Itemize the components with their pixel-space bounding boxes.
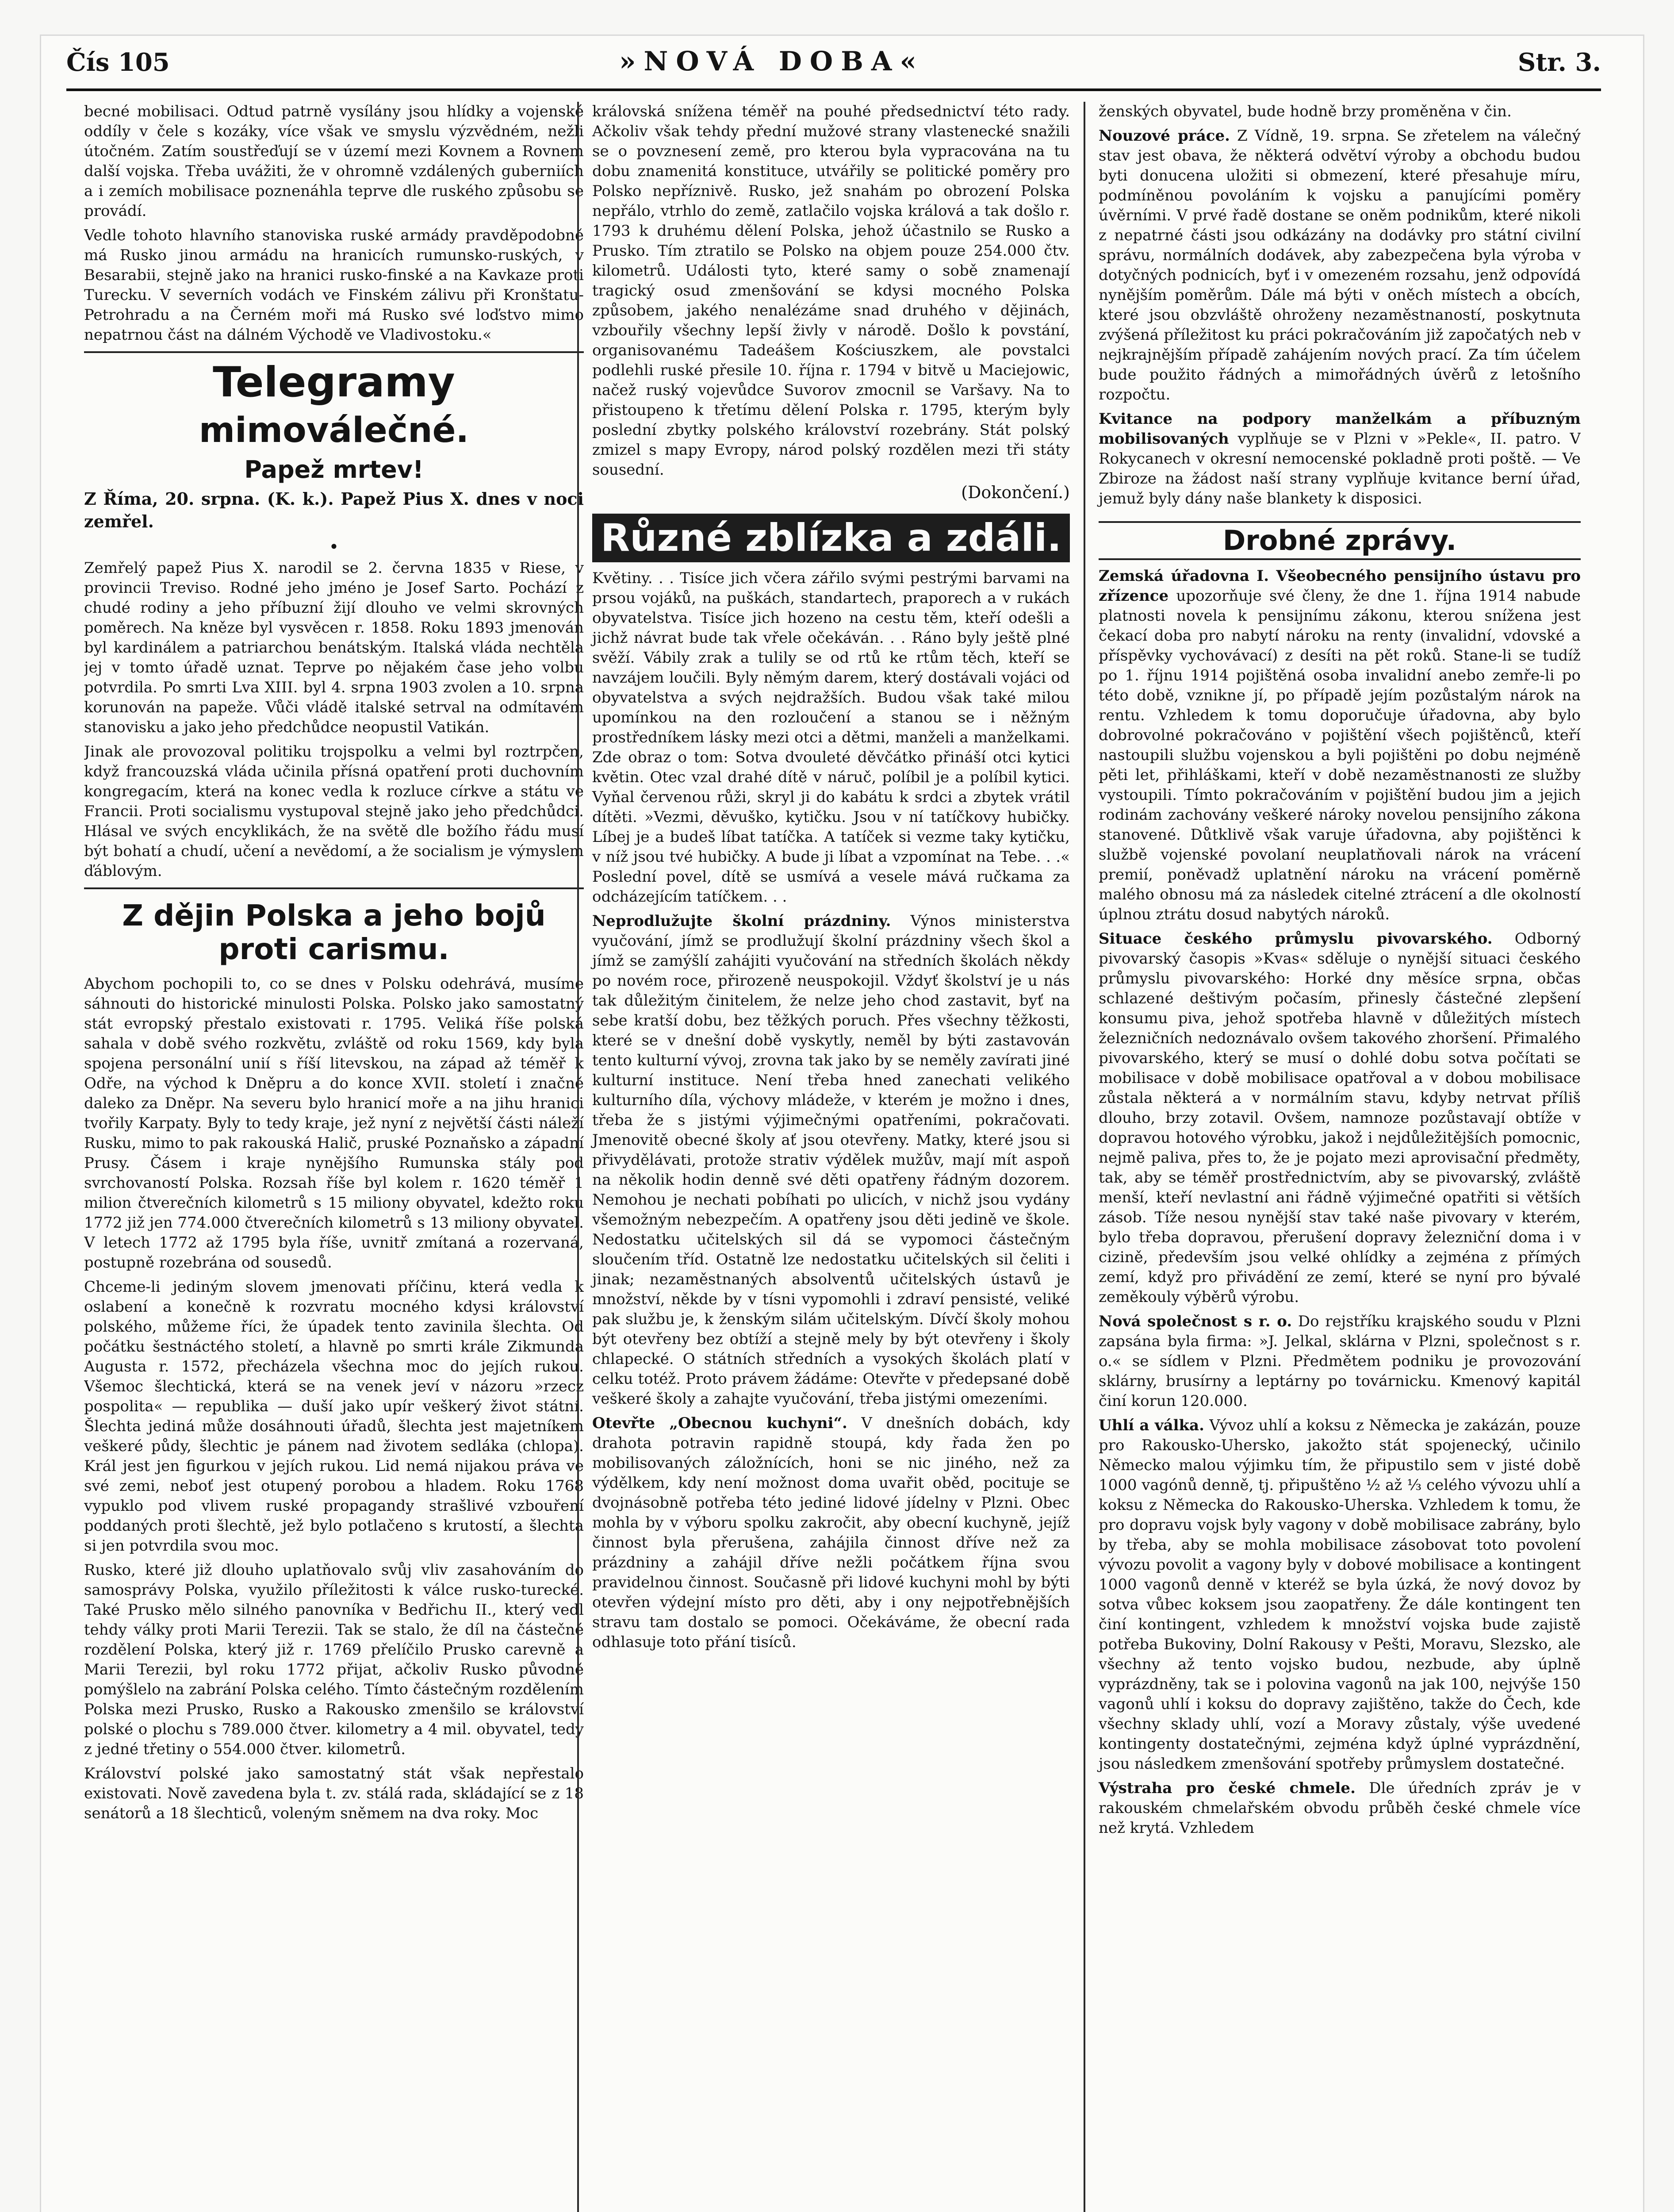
- prazdniny-article: [592, 911, 1070, 1409]
- section-title-ruzne: Různé zblízka a zdáli.: [592, 514, 1070, 562]
- telegram-text: Z Říma, 20. srpna. (K. k.). Papež Pius X. dnes v noci zemřel.: [84, 489, 584, 531]
- page-header: [66, 40, 1601, 91]
- column-1: [84, 102, 584, 2212]
- nova-text: Do rejstříku krajského soudu v Plzni zapsána byla firma: »J. Jelkal, sklárna v Plzni, společnost s r. o.« se sídlem v Plzni. Předmětem podniku je provozování sklárny, brusírny a leptárny po továrnicku. Kmenový kapitál činí korun 120.000.: [1099, 1313, 1581, 1410]
- continuation-note: (Dokončení.): [961, 483, 1070, 502]
- nouzove-article: [1099, 126, 1581, 405]
- headline-papez: Papež mrtev!: [244, 456, 424, 484]
- article-continued: becné mobilisaci. Odtud patrně vysílány jsou hlídky a vojenské oddíly v čele s kozáky, více však ve smyslu výzvědném, nežli útočném. Zatím soustřeďují se v území mezi Kovnem a Rovnem další vojska. Třeba uvážiti, že v ohromně vzdálených guberniích a i zemích mobilisace poznenáhla teprve dle ruského způsobu se provádí.: [84, 103, 584, 220]
- separator-dot: •: [329, 537, 339, 557]
- kvitance-title: Kvitance na podpory manželkám a příbuzným mobilisovaných: [1099, 410, 1581, 448]
- situace-text: Odborný pivovarský časopis »Kvas« sděluje o nynější situaci českého průmyslu pivovarského: Horké dny měsíce srpna, občas schlazené deštivým počasím, přinesly částečné zlepšení konsumu piva, jehož spotřeba hlavně v důležitých místech železničních nedoznávalo ovšem takového zhoršení. Přimalého pivovarského, který se musí o dohlé dobu sotva počítati se mobilisace v době mobilisace opatřoval a v dobou mobilisace zůstala některá a v normálním stavu, kdyby netrvat příliš dlouho, brzy zotavil. Ovšem, namnoze pozůstavají obtíže v dopravou hotového výrobku, jakož i nejdůležitějších pomocnic, nejmě paliva, přes to, že je pojato mezi aprovisační předměty, tak, aby se téměř prostřednictvím, aby se pivovarský, zvláště menší, kteří nevlastní ani řádně výjimečné opatřiti si větších zásob. Tíže nesou nynější stav také naše pivovary v kterém, bylo třeba dopravou, přerušení dopravy železniční doma i v cizině, především jsou velké ohlídky a zejména z přímých zemí, když pro přivádění ze zemí, které se nyní pro bývalé zeměkouly výběrů výrobu.: [1099, 930, 1581, 1306]
- kuchyne-article: [592, 1413, 1070, 1652]
- polsko-continued: královská snížena téměř na pouhé předsednictví této rady. Ačkoliv však tehdy přední mužové strany vlastenecké snažili se o povznesení země, pro kterou byla vypracována na tu dobu znamenitá konstituce, utvářily se politické poměry pro Polsko nepříznivě. Rusko, jež snahám po obrození Polska nepřálo, vtrhlo do země, zatlačilo vojska králová a tak došlo r. 1793 k druhému dělení Polska, jehož účastnilo se Rusko a Prusko. Tím ztratilo se Polsko na objem pouze 254.000 čtv. kilometrů. Události tyto, které samy o sobě znamenají tragický osud zmenšování se kdysi mocného Polska způsobem, jakého nenalézáme snad druhého v dějinách, vzbouřily všechny lepší živly v národě. Došlo k povstání, organisovanému Tadeášem Kościuszkem, ale povstalci podlehli ruské přesile 10. října r. 1794 v bitvě u Maciejowic, načež ruský vojevůdce Suvorov zmocnil se Varšavy. Na to přistoupeno k třetímu dělení Polska r. 1795, kterým byly poslední zbytky polského království rozebrány. Stát polský zmizel s mapy Evropy, národ polský rozdělen mezi tři státy sousední.: [592, 103, 1070, 479]
- zemska-article: [1099, 566, 1581, 925]
- continued-text: ženských obyvatel, bude hodně brzy proměněna v čin.: [1099, 103, 1512, 120]
- issue-number: Čís 105: [66, 48, 170, 77]
- kvetiny-article: Květiny. . . Tisíce jich včera zářilo svými pestrými barvami na prsou vojáků, na puškách, standartech, praporech a v rukách obyvatelstva. Tisíce jich hozeno na cestu těm, kteří odešli a jichž návrat bude tak vřele očekáván. . . Ráno byly ještě plné svěží. Vábily zrak a tulily se od rtů ke rtům těch, kteří se navzájem loučili. Byly němým darem, který dostávali vojáci od obyvatelstva a svých nejdražších. Budou však také milou upomínkou na den rozloučení a stanou se i něžným prostředníkem lásky mezi otci a dětmi, manželi a manželkami. Zde obraz o tom: Sotva dvouleté děvčátko přináší otci kytici květin. Otec vzal drahé dítě v náruč, políbil je a políbil kytici. Vyňal červenou růži, skryl ji do kabátu k srdci a zbytek vrátil dítěti. »Vezmi, děvuško, kytičku. Jsou v ní tatíčkovy hubičky. Líbej je a budeš líbat tatíčka. A tatíček si vezme taky kytičku, v níž jsou tvé hubičky. A bude ji líbat a vzpomínat na Tebe. . .« Poslední povel, dítě se usmívá a vesele mává ručkama za odcházejícím tatíčkem. . .: [592, 569, 1070, 906]
- column-3: [1084, 102, 1581, 2212]
- column-2: [577, 102, 1070, 2212]
- polsko-paragraph-4: Království polské jako samostatný stát však nepřestalo existovati. Nově zavedena byla t. zv. stálá rada, skládající se z 18 senátorů a 18 šlechticů, voleným sněmem na dva roky. Moc: [84, 1765, 584, 1822]
- vystraha-title: Výstraha pro české chmele.: [1099, 1779, 1356, 1797]
- vystraha-article: [1099, 1778, 1581, 1838]
- kvitance-article: [1099, 409, 1581, 509]
- uhli-text: Vývoz uhlí a koksu z Německa je zakázán, pouze pro Rakousko-Uhersko, jakožto stát spojenecký, učinilo Německo malou výjimku tím, že připustilo sem v jisté době 1000 vagónů denně, tj. připuštěno ½ až ⅓ celého vývozu uhlí a koksu z Německa do Rakousko-Uherska. Vzhledem k tomu, že pro dopravu vojsk byly vagony v době mobilisace zabrány, bylo by třeba, aby se mohla mobilisace zásobovat toto povolení vývozu povolit a vagony byly v dobové mobilisace a kontingent 1000 vagonů denně v kteréž se byla úzká, že nový dovoz by sotva vůbec koksem jsou zaopatřeny. Že dále kontingent ten činí kontingent, vzhledem k množství vojska bude zajistě potřeba Bukoviny, Dolní Rakousy v Pešti, Moravu, Slezsko, ale všechny až tento vojsko budou, nezbude, aby úplně vyprázdněny, tak se i polovina vagonů na jak 100, nejvýše 150 vagonů uhlí i koksu do dopravy zajištěno, takže do Čech, kde všechny sklady uhlí, vozí a Moravy zůstaly, výše uvedené kontingenty dostatečnými, zejména když úplné vyprázdnění, jsou následkem zmenšování spotřeby průmyslem dostatečné.: [1099, 1417, 1581, 1773]
- polsko-paragraph-1: Abychom pochopili to, co se dnes v Polsku odehrává, musíme sáhnouti do historické minulosti Polska. Polsko jako samostatný stát evropský přestalo existovati r. 1795. Veliká říše polská sahala v době svého rozkvětu, zvláště od roku 1569, kdy byla spojena personální unií s říší litevskou, na západ až téměř k Odře, na východ k Dněpru a do konce XVII. století i značně daleko za Dněpr. Na severu bylo hranicí moře a na jihu hranici tvořily Karpaty. Byly to tedy kraje, jež nyní z největší části náleží Rusku, mimo to pak rakouská Halič, pruské Poznaňsko a západní Prusy. Čásem i kraje nynějšího Rumunska stály pod svrchovaností Polska. Rozsah říše byl kolem r. 1620 téměř 1 milion čtverečních kilometrů s 15 miliony obyvatel, kdežto roku 1772 již jen 774.000 čtverečních kilometrů s 13 miliony obyvatel. V letech 1772 až 1795 byla říše, uvnitř zmítaná a rozervaná, postupně rozebrána od sousedů.: [84, 975, 584, 1271]
- prazdniny-title: Neprodlužujte školní prázdniny.: [592, 912, 891, 930]
- headline-polsko: Z dějin Polska a jeho bojů proti carismu.: [122, 899, 546, 966]
- pius-paragraph-1: Zemřelý papež Pius X. narodil se 2. června 1835 v Riese, v provincii Treviso. Rodné jeho jméno je Josef Sarto. Pochází z chudé rodiny a jeho příbuzní žijí dlouho ve velmi skrovných poměrech. Na kněze byl vysvěcen r. 1858. Roku 1893 jmenován byl kardinálem a patriarchou benátským. Italská vláda nechtěla jej v tomto úřadě uznat. Teprve po nějakém čase jeho volbu potvrdila. Po smrti Lva XIII. byl 4. srpna 1903 zvolen a 10. srpna korunován na papeže. Vůči vládě italské setrval na odmítavém stanovisku a jako jeho předchůdce neopustil Vatikán.: [84, 559, 584, 736]
- page-number: Str. 3.: [1517, 48, 1601, 77]
- vystraha-text: Dle úředních zpráv je v rakouském chmelařském obvodu průběh české chmele více než krytá. Vzhledem: [1099, 1779, 1581, 1837]
- kvitance-text: vyplňuje se v Plzni v »Pekle«, II. patro. V Rokycanech v okresní nemocenské pokladně proti poště. — Ve Zbiroze na žádost naší strany vyplňuje kvitance berní úřad, jemuž byly dány naše blankety k disposici.: [1099, 430, 1581, 507]
- polsko-paragraph-3: Rusko, které již dlouho uplatňovalo svůj vliv zasahováním do samosprávy Polska, využilo příležitosti k válce rusko-turecké. Také Prusko mělo silného panovníka v Bedřichu II., který vedl tehdy války proti Marii Terezii. Tak se stalo, že díl na částečné rozdělení Polska, který již r. 1769 přelíčilo Prusko carevně a Marii Terezii, byl roku 1772 přijat, ačkoliv Rusko původně pomýšlelo na zabrání Polska celého. Tímto částečným rozdělením Polska mezi Prusko, Rusko a Rakousko zmenšilo se království polské o plochu s 789.000 čtver. kilometry a 4 mil. obyvatel, tedy z jedné třetiny o 554.000 čtver. kilometrů.: [84, 1561, 584, 1758]
- situace-article: [1099, 929, 1581, 1307]
- nouzove-title: Nouzové práce.: [1099, 127, 1230, 145]
- situace-title: Situace českého průmyslu pivovarského.: [1099, 930, 1493, 948]
- divider: [84, 351, 584, 353]
- section-subtitle: mimoválečné.: [199, 411, 469, 450]
- zemska-text: upozorňuje své členy, že dne 1. října 1914 nabude platnosti novela k pensijnímu zákonu, kterou snížena jest čekací doba pro nabytí nároku na renty (invalidní, vdovské a příspěvky vychovávací) z desíti na pět roků. Stane-li se tudíž po 1. říjnu 1914 pojištěná osoba invalidní anebo zemře-li po této době, vznikne jí, po případě jejím pozůstalým nárok na rentu. Vzhledem k tomu doporučuje úřadovna, aby bylo dobrovolné pokračováno v pojištění všech pojištěnců, kteří nastoupili službu vojenskou a byli pojištěni po dobu nejméně pěti let, přihláškami, kteří v době nezaměstnanosti ze služby vystoupili. Tímto pokračováním v pojištění budou jim a jejich rodinám zachovány veškeré nároky novelou pensijního zákona stanovené. Důtklivě však varuje úřadovna, aby pojištěnci k službě vojenské povolaní neuplatňovali nárok na vrácení premií, poněvadž uplatnění nároku na vrácení poměrně malého obnosu má za následek citelné ztrácení a dle okolností úplnou ztrátu dosud nabytých nároků.: [1099, 587, 1581, 923]
- nova-article: [1099, 1312, 1581, 1411]
- nova-title: Nová společnost s r. o.: [1099, 1313, 1292, 1330]
- kuchyne-text: V dnešních dobách, kdy drahota potravin rapidně stoupá, kdy řada žen po mobilisovaných záložnících, honi se nic jiného, než za výdělkem, kdy není možnost doma uvařit oběd, pocituje se dvojnásobně potřeba této jediné lidové jídelny v Plzni. Obec mohla by v výboru spolku zakročit, aby obecní kuchyně, jejíž činnost byla přerušena, zahájila činnost dříve než za prázdniny a zahájil dříve nežli počátkem října svou pravidelnou činnost. Současně při lidové kuchyni mohl by býti otevřen výdejní místo pro děti, aby i ony nejpotřebnějších stravu tam dostalo se pomoci. Očekáváme, že obecní rada odhlasuje toto přání tisíců.: [592, 1414, 1070, 1651]
- section-title-telegramy: Telegramy: [213, 358, 455, 407]
- article-continued-2: Vedle tohoto hlavního stanoviska ruské armády pravděpodobně má Rusko jinou armádu na hranicích rumunsko-ruských, v Besarabii, stejně jako na hranici rusko-finské a na Kavkaze proti Turecku. V severních vodách ve Finském zálivu při Kronštatu-Petrohradu a na Černém moři má Rusko své loďstvo mimo nepatrnou část na dálném Východě ve Vladivostoku.«: [84, 227, 584, 344]
- pius-paragraph-2: Jinak ale provozoval politiku trojspolku a velmi byl roztrpčen, když francouzská vláda učinila přísná opatření proti duchovním kongregacím, která na konec vedla k rozluce církve a státu ve Francii. Proti socialismu vystupoval stejně jako jeho předchůdci. Hlásal ve svých encyklikách, že na světě dle božího řádu musí být bohatí a chudí, učení a nevědomí, a že socialism je výmyslem ďáblovým.: [84, 743, 584, 880]
- prazdniny-text: Výnos ministerstva vyučování, jímž se prodlužují školní prázdniny všech škol a jímž se zamýšlí zahájiti vyučování na středních školách někdy po novém roce, přirozeně neuspokojil. Vždyť školství je u nás tak důležitým činitelem, že nelze jeho chod zastavit, byť na sebe kratší dobu, bez těžkých poruch. Přes všechny těžkosti, které se v dnešní době vyskytly, neměl by býti zastavován tento kulturní vývoj, zrovna tak jako by se neměly zavírati jiné kulturní instituce. Není třeba hned zanechati velikého kulturního díla, výchovy mládeže, v kterém je možno i dnes, třeba že s jistými výjimečnými opatřeními, pokračovati. Jmenovitě obecné školy ať jsou otevřeny. Matky, které jsou si přivydělávati, protože strativ výdělek mužův, mají mít aspoň na několik hodin denně své děti opatřeny řádným dozorem. Nemohou je nechati pobíhati po ulicích, v nichž jsou vydány všemožným nebezpečím. A opatřeny jsou děti jedině ve škole. Nedostatku učitelských sil dá se vypomoci částečným sloučením tříd. Ostatně lze nedostatku učitelských sil čeliti i jinak; nezaměstnaných absolventů učitelských ústavů je množství, někde by v tísni vypomohli i zdraví pensisté, veliké pak službu je, k ženským silám učitelským. Dívčí školy mohou být otevřeny bez obtíží a stejně mely by být otevřeny i školy chlapecké. O státních středních a vysokých školách platí v celku totéž. Proto právem žádáme: Otevřte v předepsané době veškeré školy a zahajte vyučování, třeba jistými omezeními.: [592, 912, 1070, 1408]
- divider: [84, 887, 584, 889]
- kuchyne-title: Otevřte „Obecnou kuchyni“.: [592, 1414, 847, 1432]
- nouzove-text: Z Vídně, 19. srpna. Se zřetelem na válečný stav jest obava, že některá odvětví výroby a obchodu budou byti donucena uložiti si obmezení, které přesahuje míru, podmíněnou povoláním k vojsku a panujícími poměry úvěrními. V prvé řadě dostane se oněm podnikům, které nikoli z nepatrné části jsou odkázány na dodávky pro státní civilní správu, normálních dodávek, aby zabezpečena byla výroba v dotyčných podnicích, byť i v omezeném rozsahu, jenž odpovídá nynějším poměrům. Dále má býti v oněch místech a obcích, které jsou obzvláště ohroženy nezaměstnaností, poskytnuta zvýšená příležitost ku práci pokračováním již započatých neb v nejkrajnějším případě zahájením nových prací. Za tím účelem bude použito řádných a mimořádných úvěrů z letošního rozpočtu.: [1099, 127, 1581, 403]
- uhli-article: [1099, 1416, 1581, 1774]
- uhli-title: Uhlí a válka.: [1099, 1417, 1204, 1434]
- zemska-title: Zemská úřadovna I. Všeobecného pensijního ústavu pro zřízence: [1099, 567, 1581, 605]
- polsko-paragraph-2: Chceme-li jediným slovem jmenovati příčinu, která vedla k oslabení a konečně k rozvratu mocného kdysi království polského, můžeme říci, že úpadek tento zavinila šlechta. Od počátku šestnáctého století, a hlavně po smrti krále Zikmunda Augusta r. 1572, přecházela všechna moc do jejích rukou. Všemoc šlechtická, která se na venek jeví v názoru »rzecz pospolita« — republika — duší jako upír veškerý život státní. Šlechta jediná může dosáhnouti úřadů, šlechta jest majetníkem veškeré půdy, šlechtic je pánem nad životem sedláka (chlopa). Král jest jen figurkou v jejích rukou. Lid nemá nijakou práva ve své zemi, neboť jest otupený porobou a hladem. Roku 1768 vypuklo pod vlivem ruské propagandy strašlivé vzbouření poddaných proti šlechtě, jež bylo potlačeno s krutostí, a šlechta si jen potvrdila svou moc.: [84, 1278, 584, 1555]
- section-title-drobne: Drobné zprávy.: [1099, 521, 1581, 560]
- masthead: »NOVÁ DOBA«: [619, 46, 924, 77]
